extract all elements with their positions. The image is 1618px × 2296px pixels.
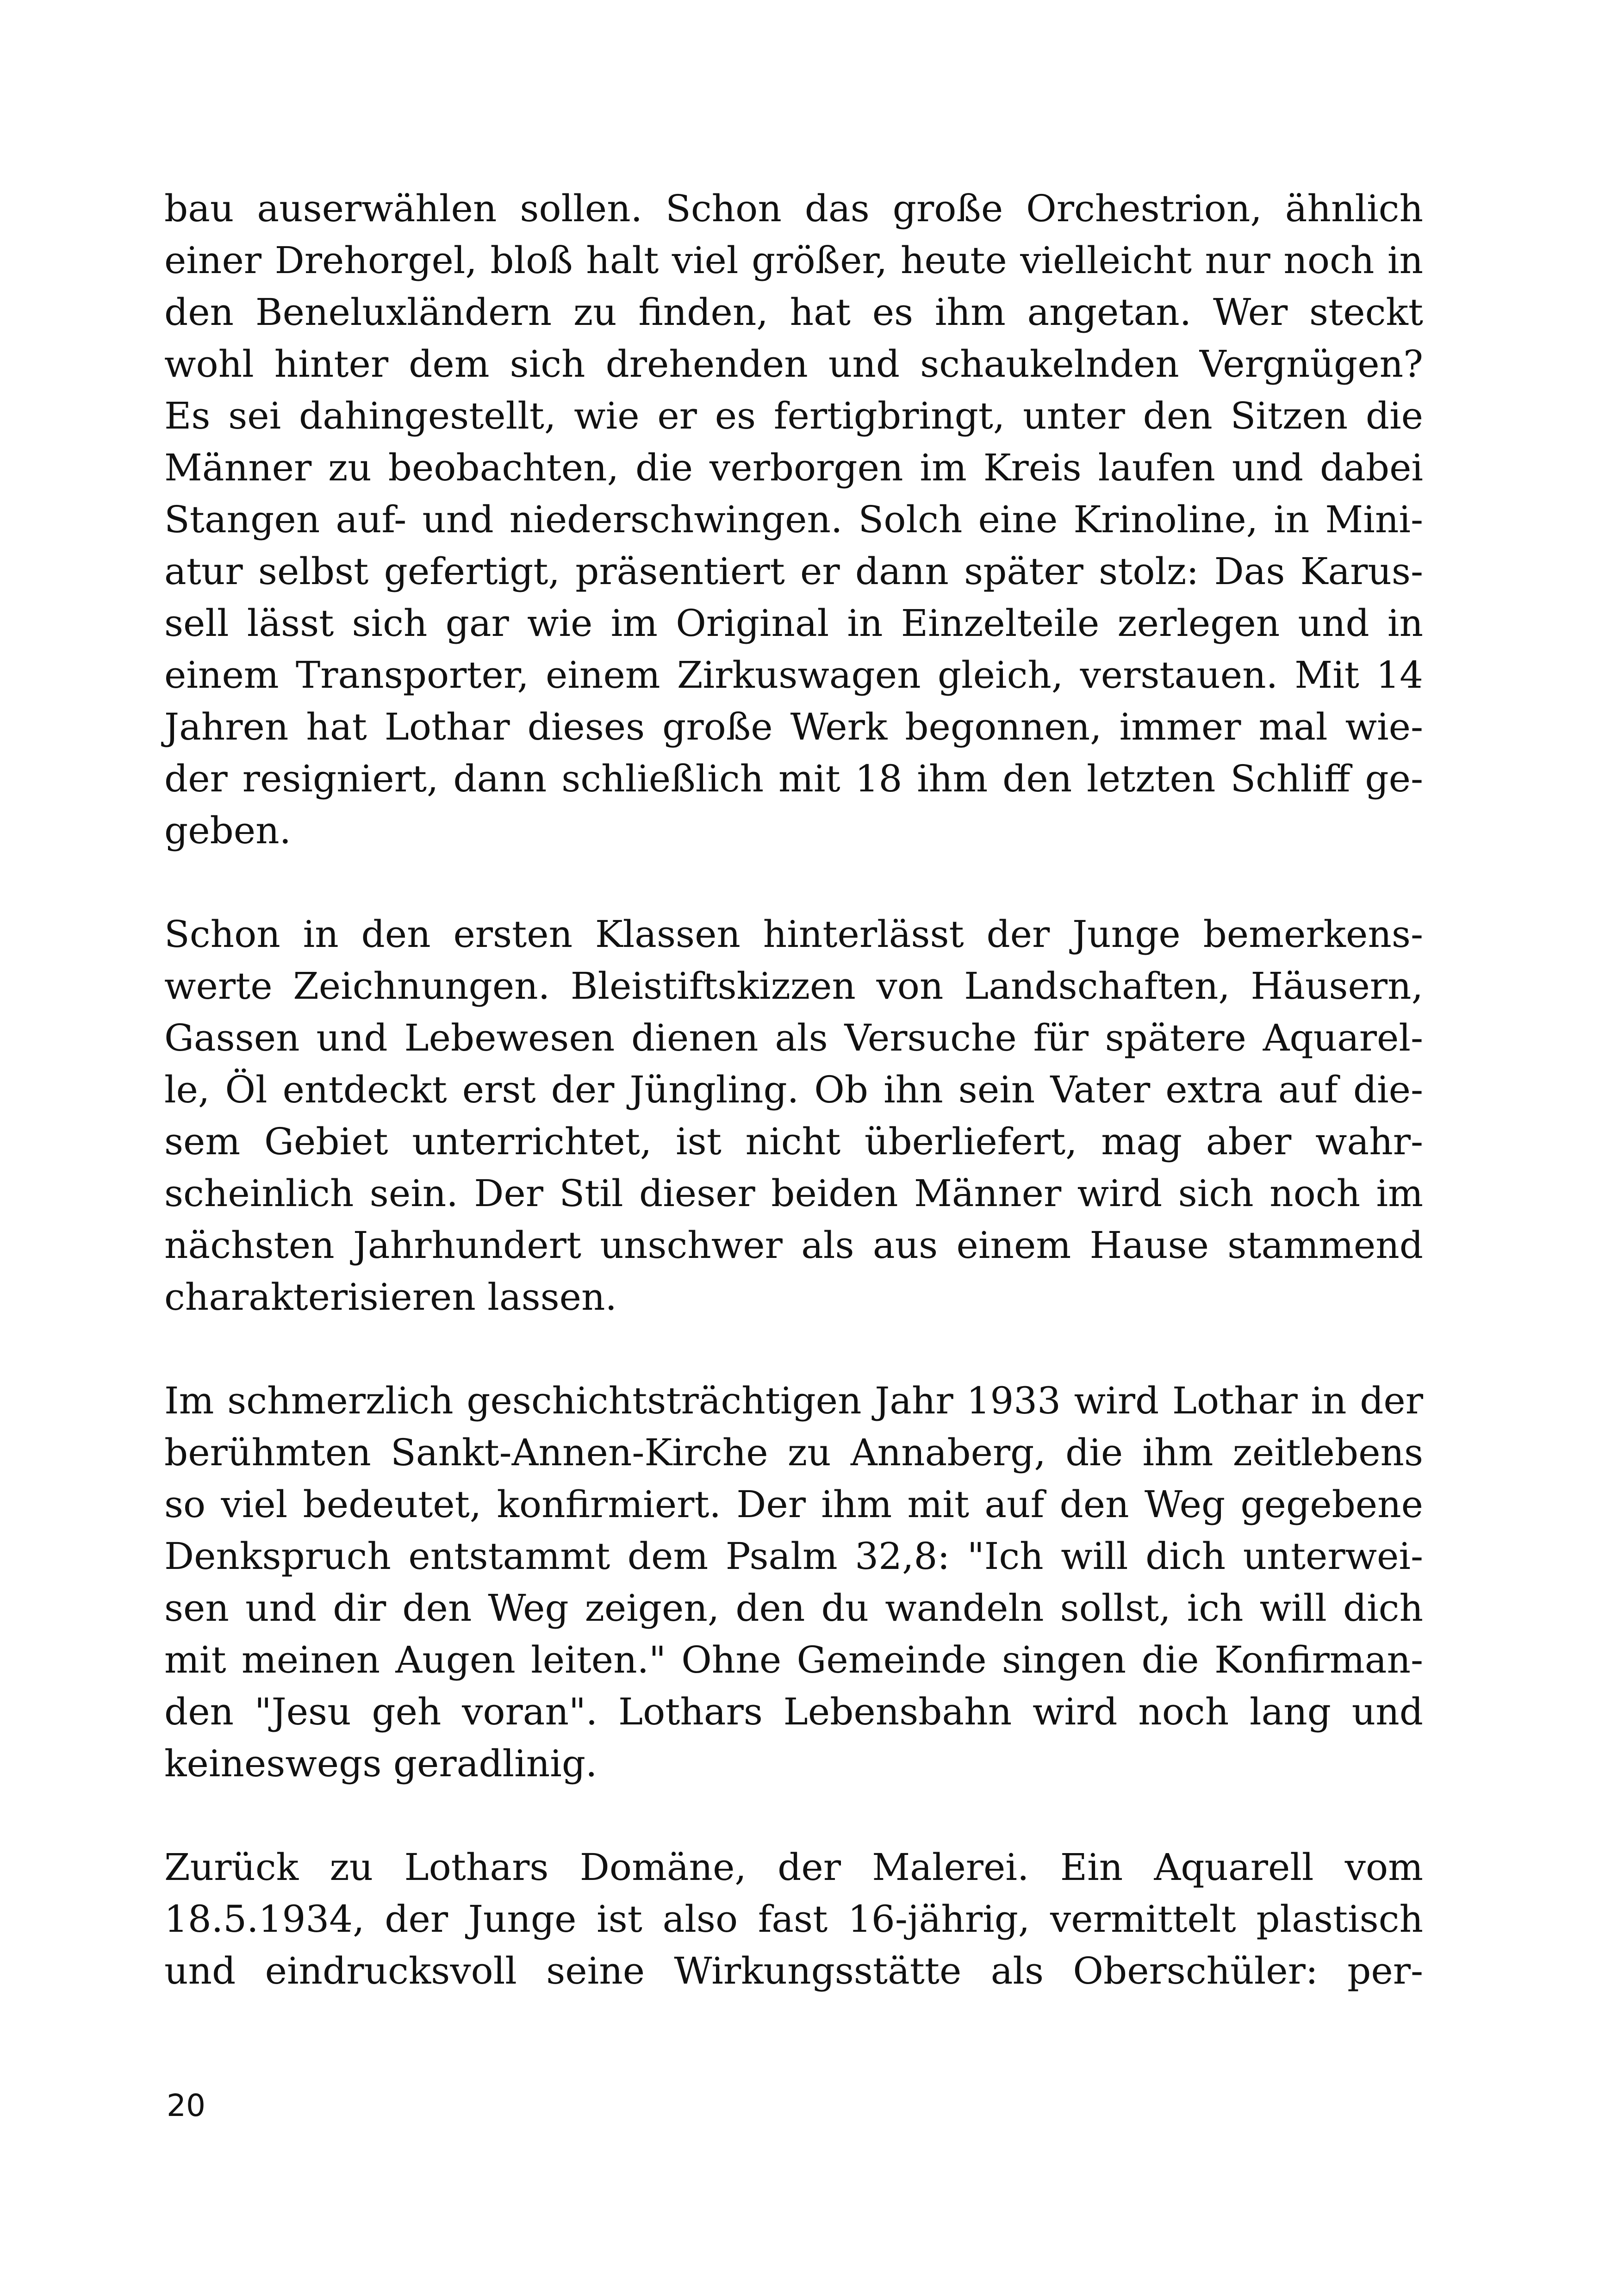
text-line: 18.5.1934, der Junge ist also fast 16-jährig, vermittelt plastisch bbox=[164, 1898, 1423, 1941]
text-line: sell lässt sich gar wie im Original in Einzelteile zerlegen und in bbox=[164, 602, 1423, 645]
text-line: Zurück zu Lothars Domäne, der Malerei. Ein Aquarell vom bbox=[164, 1846, 1423, 1889]
text-line: und eindrucksvoll seine Wirkungsstätte als Oberschüler: per- bbox=[164, 1949, 1423, 1992]
text-line: Es sei dahingestellt, wie er es fertigbringt, unter den Sitzen die bbox=[164, 394, 1423, 437]
text-line: atur selbst gefertigt, präsentiert er dann später stolz: Das Karus- bbox=[164, 550, 1423, 593]
text-line: den Beneluxländern zu finden, hat es ihm angetan. Wer steckt bbox=[164, 291, 1423, 334]
text-line: mit meinen Augen leiten." Ohne Gemeinde singen die Konfirman- bbox=[164, 1638, 1423, 1681]
text-line: Männer zu beobachten, die verborgen im Kreis laufen und dabei bbox=[164, 446, 1423, 489]
text-line: der resigniert, dann schließlich mit 18 ihm den letzten Schliff ge- bbox=[164, 757, 1423, 800]
text-line: Jahren hat Lothar dieses große Werk begonnen, immer mal wie- bbox=[164, 705, 1423, 748]
text-line: Gassen und Lebewesen dienen als Versuche für spätere Aquarel- bbox=[164, 1016, 1423, 1059]
text-line: den "Jesu geh voran". Lothars Lebensbahn wird noch lang und bbox=[164, 1690, 1423, 1733]
text-line: charakterisieren lassen. bbox=[164, 1276, 617, 1319]
text-line: werte Zeichnungen. Bleistiftskizzen von Landschaften, Häusern, bbox=[164, 964, 1423, 1008]
paragraph bbox=[164, 1375, 1423, 1790]
text-line: geben. bbox=[164, 809, 292, 852]
paragraph bbox=[164, 183, 1423, 857]
body-text bbox=[164, 183, 1423, 2049]
text-line: wohl hinter dem sich drehenden und schaukelnden Vergnügen? bbox=[164, 342, 1423, 386]
text-line: nächsten Jahrhundert unschwer als aus einem Hause stammend bbox=[164, 1224, 1423, 1267]
text-line: Im schmerzlich geschichtsträchtigen Jahr 1933 wird Lothar in der bbox=[164, 1379, 1423, 1422]
text-line: keineswegs geradlinig. bbox=[164, 1742, 597, 1785]
text-line: so viel bedeutet, konfirmiert. Der ihm mit auf den Weg gegebene bbox=[164, 1483, 1423, 1526]
text-line: bau auserwählen sollen. Schon das große Orchestrion, ähnlich bbox=[164, 187, 1423, 230]
text-line: sen und dir den Weg zeigen, den du wandeln sollst, ich will dich bbox=[164, 1587, 1423, 1630]
text-line: Denkspruch entstammt dem Psalm 32,8: "Ich will dich unterwei- bbox=[164, 1535, 1423, 1578]
text-line: einer Drehorgel, bloß halt viel größer, heute vielleicht nur noch in bbox=[164, 239, 1423, 282]
paragraph bbox=[164, 1842, 1423, 1997]
text-line: berühmten Sankt-Annen-Kirche zu Annaberg, die ihm zeitlebens bbox=[164, 1431, 1423, 1474]
text-line: scheinlich sein. Der Stil dieser beiden Männer wird sich noch im bbox=[164, 1172, 1423, 1215]
text-line: Stangen auf- und niederschwingen. Solch eine Krinoline, in Mini- bbox=[164, 498, 1423, 541]
text-line: einem Transporter, einem Zirkuswagen gleich, verstauen. Mit 14 bbox=[164, 653, 1423, 697]
text-line: le, Öl entdeckt erst der Jüngling. Ob ihn sein Vater extra auf die- bbox=[164, 1068, 1423, 1111]
paragraph bbox=[164, 908, 1423, 1323]
text-line: Schon in den ersten Klassen hinterlässt der Junge bemerkens- bbox=[164, 913, 1423, 956]
page-number: 20 bbox=[167, 2088, 205, 2123]
text-line: sem Gebiet unterrichtet, ist nicht überliefert, mag aber wahr- bbox=[164, 1120, 1423, 1163]
